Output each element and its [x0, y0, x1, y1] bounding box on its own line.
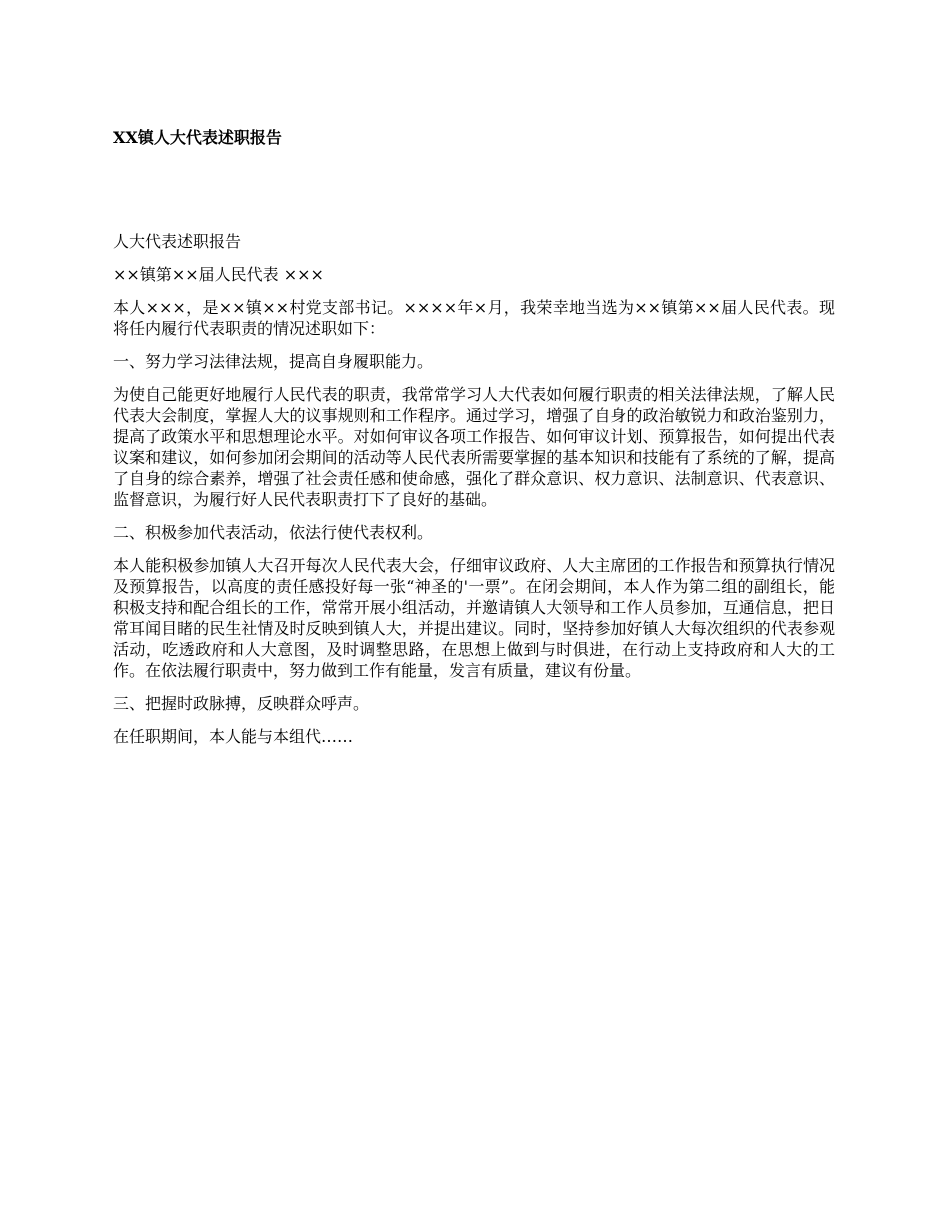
title-spacer: [113, 151, 835, 231]
section-heading-1: 一、努力学习法律法规，提高自身履职能力。: [113, 352, 434, 371]
author-line: ××镇第××届人民代表 ×××: [113, 265, 324, 284]
section-body-2: 本人能积极参加镇人大召开每次人民代表大会，仔细审议政府、人大主席团的工作报告和预算执行情况及预算报告，以高度的责任感投好每一张“神圣的'一票”。在闭会期间，本人作为第二组的副组长，能积极支持和配合组长的工作，常常开展小组活动，并邀请镇人大领导和工作人员参加，互通信息，把日常耳闻目睹的民生社情及时反映到镇人大，并提出建议。同时，坚持参加好镇人大每次组织的代表参观活动，吃透政府和人大意图，及时调整思路，在思想上做到与时俱进，在行动上支持政府和人大的工作。在依法履行职责中，努力做到工作有能量，发言有质量，建议有份量。: [113, 556, 835, 680]
intro-paragraph: 本人×××，是××镇××村党支部书记。××××年×月，我荣幸地当选为××镇第××届人民代表。现将任内履行代表职责的情况述职如下：: [113, 298, 835, 338]
section-heading-3: 三、把握时政脉搏，反映群众呼声。: [113, 694, 370, 713]
section-body-1: 为使自己能更好地履行人民代表的职责，我常常学习人大代表如何履行职责的相关法律法规，了解人民代表大会制度，掌握人大的议事规则和工作程序。通过学习，增强了自身的政治敏锐力和政治鉴别力，提高了政策水平和思想理论水平。对如何审议各项工作报告、如何审议计划、预算报告，如何提出代表议案和建议，如何参加闭会期间的活动等人民代表所需要掌握的基本知识和技能有了系统的了解，提高了自身的综合素养，增强了社会责任感和使命感，强化了群众意识、权力意识、法制意识、代表意识、监督意识，为履行好人民代表职责打下了良好的基础。: [113, 385, 835, 509]
section-body-3: 在任职期间，本人能与本组代……: [113, 727, 354, 746]
document-page: [113, 125, 835, 759]
section-heading-2: 二、积极参加代表活动，依法行使代表权利。: [113, 523, 434, 542]
subtitle: 人大代表述职报告: [113, 232, 242, 251]
document-title: XX镇人大代表述职报告: [113, 128, 282, 147]
